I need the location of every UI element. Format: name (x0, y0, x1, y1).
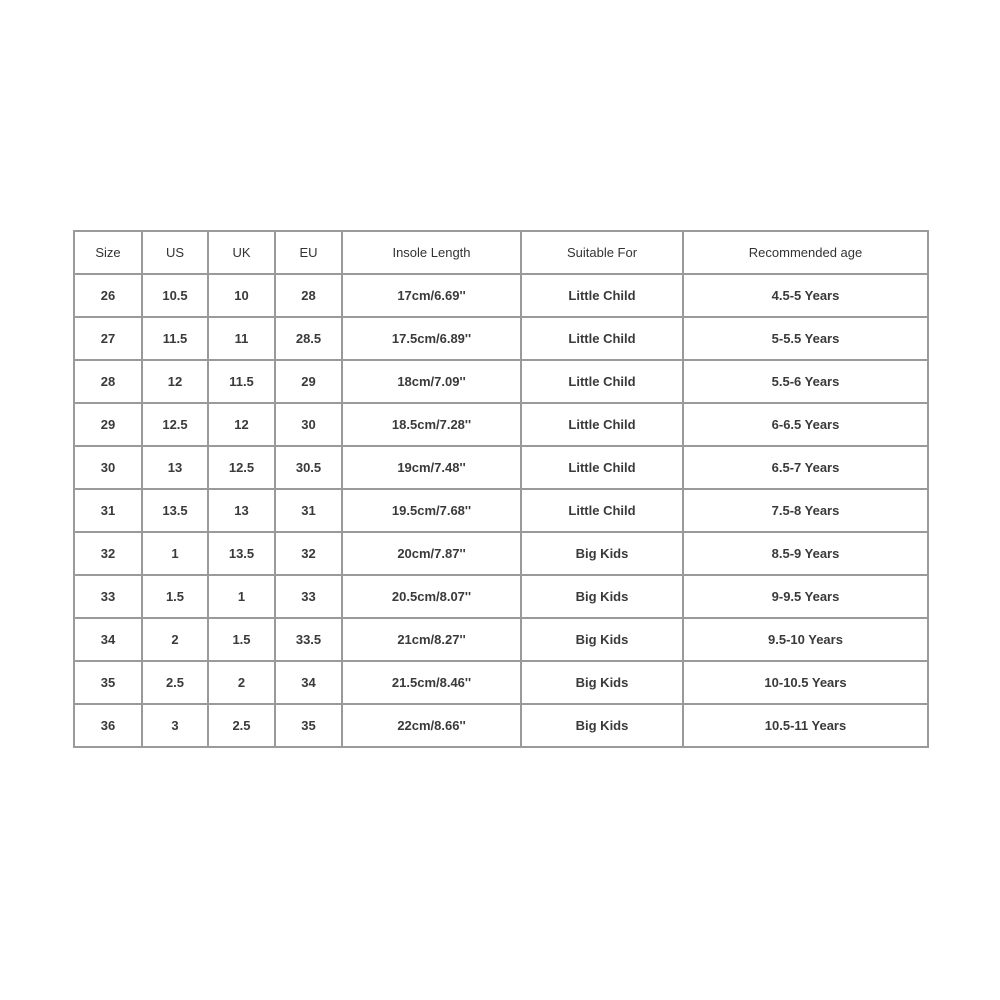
cell-suitable-for: Big Kids (521, 618, 683, 661)
cell-recommended-age: 9.5-10 Years (683, 618, 928, 661)
cell-recommended-age: 10-10.5 Years (683, 661, 928, 704)
header-row (74, 231, 928, 274)
table-row (74, 317, 928, 360)
cell-recommended-age: 10.5-11 Years (683, 704, 928, 747)
cell-recommended-age: 9-9.5 Years (683, 575, 928, 618)
cell-suitable-for: Little Child (521, 403, 683, 446)
cell-uk: 2 (208, 661, 275, 704)
cell-us: 1.5 (142, 575, 208, 618)
cell-us: 13.5 (142, 489, 208, 532)
header-insole-length: Insole Length (342, 231, 521, 274)
cell-uk: 12 (208, 403, 275, 446)
header-size: Size (74, 231, 142, 274)
table-row (74, 403, 928, 446)
cell-suitable-for: Big Kids (521, 575, 683, 618)
cell-insole-length: 17cm/6.69'' (342, 274, 521, 317)
cell-insole-length: 19.5cm/7.68'' (342, 489, 521, 532)
cell-eu: 28.5 (275, 317, 342, 360)
table-row (74, 446, 928, 489)
cell-recommended-age: 7.5-8 Years (683, 489, 928, 532)
cell-us: 12 (142, 360, 208, 403)
cell-us: 2.5 (142, 661, 208, 704)
cell-size: 30 (74, 446, 142, 489)
cell-size: 36 (74, 704, 142, 747)
table-row (74, 575, 928, 618)
cell-recommended-age: 5.5-6 Years (683, 360, 928, 403)
cell-uk: 11.5 (208, 360, 275, 403)
cell-us: 11.5 (142, 317, 208, 360)
cell-uk: 1 (208, 575, 275, 618)
cell-us: 13 (142, 446, 208, 489)
header-suitable-for: Suitable For (521, 231, 683, 274)
cell-us: 1 (142, 532, 208, 575)
header-recommended-age: Recommended age (683, 231, 928, 274)
table-row (74, 360, 928, 403)
cell-suitable-for: Little Child (521, 317, 683, 360)
cell-insole-length: 18cm/7.09'' (342, 360, 521, 403)
table-row (74, 618, 928, 661)
cell-insole-length: 20cm/7.87'' (342, 532, 521, 575)
cell-eu: 30 (275, 403, 342, 446)
cell-size: 28 (74, 360, 142, 403)
cell-eu: 33.5 (275, 618, 342, 661)
cell-insole-length: 17.5cm/6.89'' (342, 317, 521, 360)
cell-eu: 28 (275, 274, 342, 317)
cell-recommended-age: 6-6.5 Years (683, 403, 928, 446)
table-row (74, 661, 928, 704)
cell-suitable-for: Little Child (521, 446, 683, 489)
cell-us: 2 (142, 618, 208, 661)
cell-us: 12.5 (142, 403, 208, 446)
table-row (74, 704, 928, 747)
cell-size: 35 (74, 661, 142, 704)
cell-suitable-for: Big Kids (521, 661, 683, 704)
cell-size: 33 (74, 575, 142, 618)
cell-suitable-for: Little Child (521, 489, 683, 532)
cell-suitable-for: Big Kids (521, 704, 683, 747)
cell-uk: 11 (208, 317, 275, 360)
cell-eu: 31 (275, 489, 342, 532)
cell-recommended-age: 4.5-5 Years (683, 274, 928, 317)
header-us: US (142, 231, 208, 274)
header-eu: EU (275, 231, 342, 274)
cell-insole-length: 21cm/8.27'' (342, 618, 521, 661)
table-row (74, 489, 928, 532)
cell-recommended-age: 5-5.5 Years (683, 317, 928, 360)
cell-recommended-age: 8.5-9 Years (683, 532, 928, 575)
cell-size: 32 (74, 532, 142, 575)
table-row (74, 532, 928, 575)
cell-size: 26 (74, 274, 142, 317)
cell-eu: 34 (275, 661, 342, 704)
cell-us: 10.5 (142, 274, 208, 317)
cell-eu: 35 (275, 704, 342, 747)
cell-eu: 32 (275, 532, 342, 575)
cell-suitable-for: Little Child (521, 360, 683, 403)
size-chart-table (73, 230, 929, 748)
cell-us: 3 (142, 704, 208, 747)
cell-insole-length: 18.5cm/7.28'' (342, 403, 521, 446)
cell-uk: 10 (208, 274, 275, 317)
cell-eu: 29 (275, 360, 342, 403)
table-body (74, 274, 928, 747)
cell-uk: 2.5 (208, 704, 275, 747)
cell-uk: 12.5 (208, 446, 275, 489)
cell-uk: 13.5 (208, 532, 275, 575)
table-row (74, 274, 928, 317)
cell-insole-length: 21.5cm/8.46'' (342, 661, 521, 704)
cell-size: 27 (74, 317, 142, 360)
cell-size: 29 (74, 403, 142, 446)
cell-suitable-for: Little Child (521, 274, 683, 317)
cell-insole-length: 20.5cm/8.07'' (342, 575, 521, 618)
cell-eu: 30.5 (275, 446, 342, 489)
cell-insole-length: 22cm/8.66'' (342, 704, 521, 747)
header-uk: UK (208, 231, 275, 274)
cell-suitable-for: Big Kids (521, 532, 683, 575)
cell-size: 31 (74, 489, 142, 532)
cell-insole-length: 19cm/7.48'' (342, 446, 521, 489)
cell-eu: 33 (275, 575, 342, 618)
cell-uk: 13 (208, 489, 275, 532)
cell-recommended-age: 6.5-7 Years (683, 446, 928, 489)
cell-uk: 1.5 (208, 618, 275, 661)
cell-size: 34 (74, 618, 142, 661)
